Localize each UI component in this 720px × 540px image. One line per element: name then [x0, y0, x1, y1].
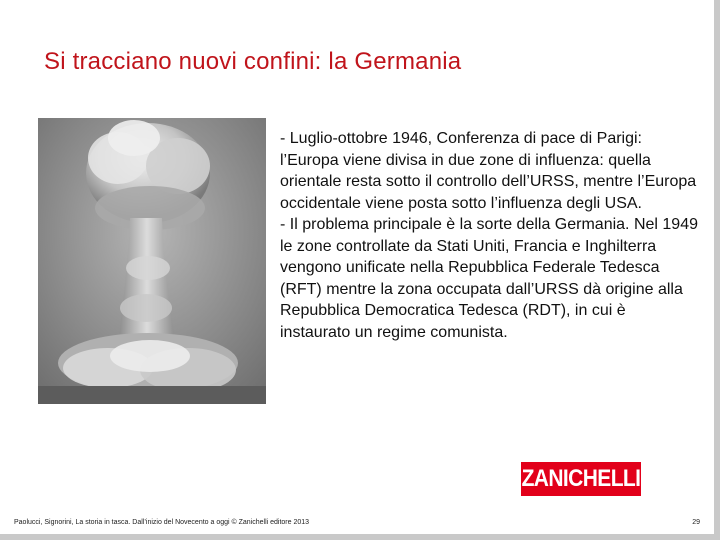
page-number: 29 — [692, 519, 700, 526]
slide-title: Si tracciano nuovi confini: la Germania — [44, 48, 462, 75]
mushroom-cloud-photo — [38, 118, 266, 404]
paragraph-germania: - Il problema principale è la sorte della Germania. Nel 1949 le zone controllate da Stati Uniti, Francia e Inghilterra vengono unificate nella Repubblica Federale Tedesca (RFT) mentre la zona occupata dall’URSS dà origine alla Repubblica Democratica Tedesca (RDT), in cui è instaurato un regime comunista. — [280, 216, 698, 341]
paragraph-conferenza-parigi: - Luglio-ottobre 1946, Conferenza di pace di Parigi: l’Europa viene divisa in due zone di influenza: quella orientale resta sotto il controllo dell’URSS, mentre l’Europa occidentale viene posta sotto l’influenza degli USA. — [280, 130, 697, 212]
slide-body-text — [280, 128, 700, 343]
zanichelli-logo — [521, 462, 641, 496]
logo-text: ZANICHELLI — [521, 465, 641, 492]
footer-credit: Paolucci, Signorini, La storia in tasca. Dall’inizio del Novecento a oggi © Zanichelli editore 2013 — [14, 519, 310, 526]
